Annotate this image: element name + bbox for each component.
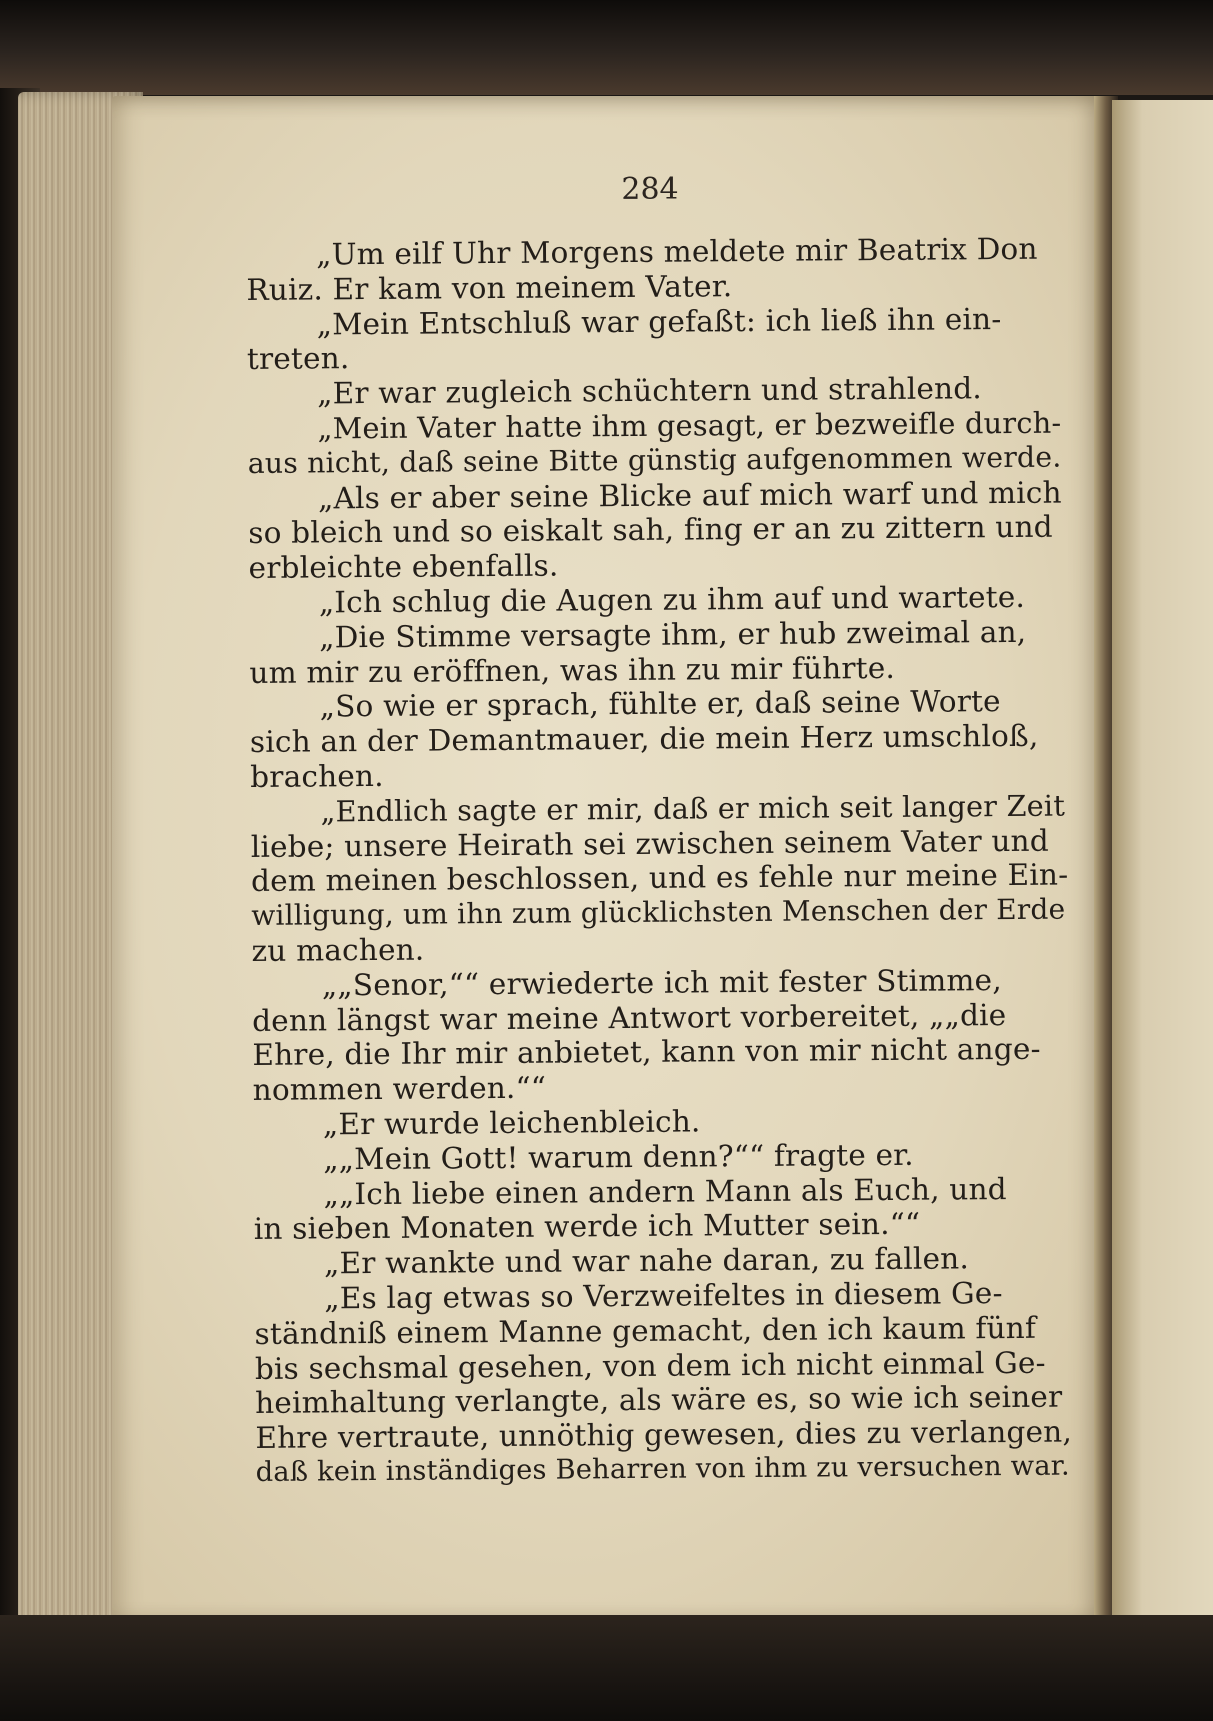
page-body-text [246, 232, 1078, 1491]
text-line: „„Ich liebe einen andern Mann als Euch, und [323, 1171, 1007, 1211]
text-line: „Die Stimme versagte ihm, er hub zweimal an, [319, 614, 1027, 655]
text-line: „Er war zugleich schüchtern und strahlend. [317, 371, 983, 411]
text-line: aus nicht, daß seine Bitte günstig aufgenommen werde. [247, 440, 1062, 480]
text-line: erbleichte ebenfalls. [248, 548, 559, 586]
text-line: „Endlich sagte er mir, daß er mich seit langer Zeit [320, 788, 1066, 829]
text-line: Ehre vertraute, unnöthig gewesen, dies zu verlangen, [255, 1414, 1073, 1456]
text-line: „Ich schlug die Augen zu ihm auf und wartete. [318, 579, 1026, 620]
book-cover-top [0, 0, 1213, 95]
text-line: sich an der Demantmauer, die mein Herz umschloß, [249, 718, 1039, 760]
text-line: Ruiz. Er kam von meinem Vater. [246, 268, 733, 307]
text-line: „Mein Vater hatte ihm gesagt, er bezweifle durch- [317, 405, 1062, 446]
text-line: treten. [246, 341, 350, 377]
text-line: „Um eilf Uhr Morgens meldete mir Beatrix Don [315, 231, 1038, 272]
text-line: „Als er aber seine Blicke auf mich warf und mich [317, 475, 1062, 516]
text-line: „Es lag etwas so Verzweifeltes in diesem Ge- [324, 1275, 1003, 1316]
text-line: nommen werden.““ [252, 1070, 547, 1108]
text-line: Ehre, die Ihr mir anbietet, kann von mir nicht ange- [252, 1032, 1041, 1073]
text-line: dem meinen beschlossen, und es fehle nur meine Ein- [250, 857, 1069, 899]
text-line: „Mein Entschluß war gefaßt: ich ließ ihn ein- [316, 301, 1002, 342]
text-line: ständniß einem Manne gemacht, den ich kaum fünf [254, 1310, 1037, 1351]
text-line: denn längst war meine Antwort vorbereitet, „„die [252, 997, 1007, 1038]
text-line: „„Senor,““ erwiederte ich mit fester Stimme, [321, 962, 1002, 1003]
text-line: bis sechsmal gesehen, von dem ich nicht einmal Ge- [254, 1345, 1046, 1386]
right-page [1112, 100, 1213, 1625]
text-line: willigung, um ihn zum glücklichsten Menschen der Erde [251, 892, 1066, 933]
text-line: „„Mein Gott! warum denn?““ fragte er. [323, 1137, 914, 1177]
text-line: „Er wankte und war nahe daran, zu fallen. [323, 1241, 970, 1281]
text-line: in sieben Monaten werde ich Mutter sein.““ [253, 1207, 921, 1247]
text-line: daß kein inständiges Beharren von ihm zu versuchen war. [255, 1450, 1070, 1488]
text-line: brachen. [250, 758, 384, 794]
page-number: 284 [621, 172, 679, 207]
text-line: zu machen. [251, 932, 425, 968]
text-line: „So wie er sprach, fühlte er, daß seine Worte [319, 684, 1001, 724]
text-line: um mir zu eröffnen, was ihn zu mir führte. [249, 650, 896, 690]
text-line: „Er wurde leichenbleich. [322, 1104, 701, 1142]
book-cover-bottom [0, 1615, 1213, 1721]
text-line: so bleich und so eiskalt sah, fing er an zu zittern und [248, 510, 1053, 551]
text-line: heimhaltung verlangte, als wäre es, so wie ich seiner [255, 1379, 1063, 1421]
text-line: liebe; unsere Heirath sei zwischen seinem Vater und [250, 823, 1049, 864]
